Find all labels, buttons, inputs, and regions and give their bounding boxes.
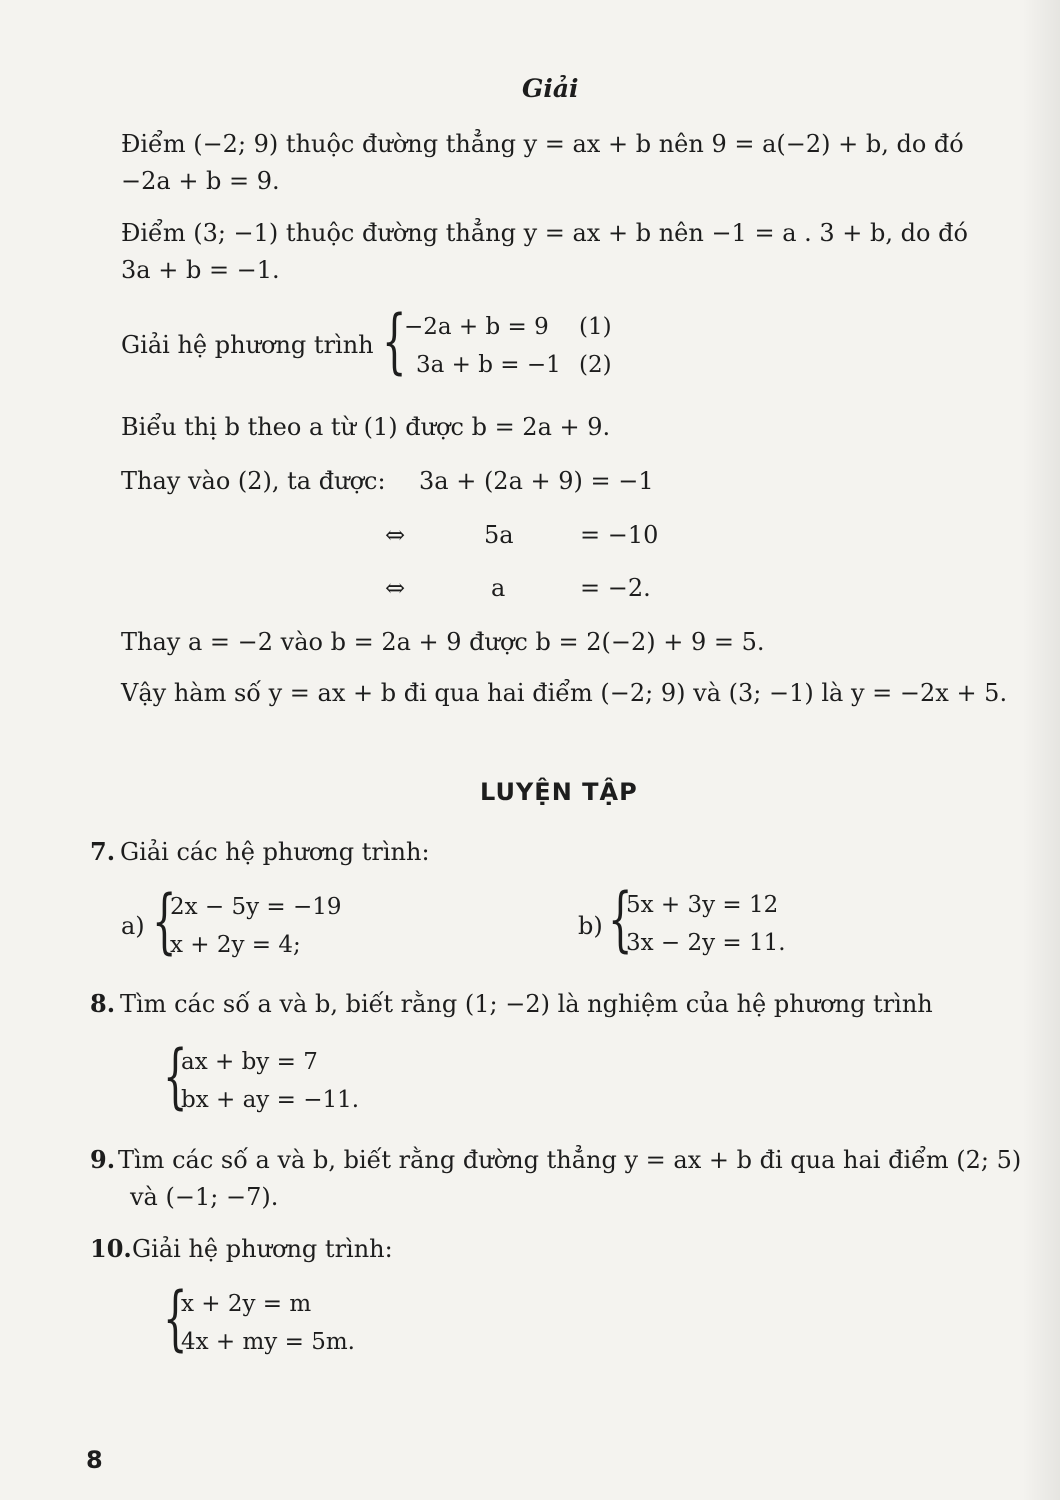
exercise-7b-equation-2: 3x − 2y = 11. [626, 930, 786, 956]
page-number: 8 [86, 1446, 103, 1474]
practice-title: LUYỆN TẬP [480, 778, 638, 806]
exercise-8-equation-2: bx + ay = −11. [181, 1087, 360, 1113]
exercise-10-number: 10. [90, 1234, 132, 1263]
system-equation-2-tag: (2) [579, 352, 612, 378]
paragraph-2-line-1: Điểm (3; −1) thuộc đường thẳng y = ax + b nên −1 = a . 3 + b, do đó [121, 219, 968, 247]
system-equation-1-tag: (1) [579, 314, 612, 340]
paragraph-1-line-2: −2a + b = 9. [121, 167, 280, 195]
exercise-10-equation-2: 4x + my = 5m. [181, 1329, 355, 1355]
system-equation-1: −2a + b = 9 [404, 314, 549, 340]
exercise-8-equation-1: ax + by = 7 [181, 1049, 318, 1075]
exercise-9-text-line-1: Tìm các số a và b, biết rằng đường thẳng y = ax + b đi qua hai điểm (2; 5) [118, 1146, 1022, 1174]
paragraph-2-line-2: 3a + b = −1. [121, 256, 280, 284]
exercise-7b-label: b) [578, 912, 603, 940]
exercise-8-brace: { [163, 1035, 188, 1117]
exercise-10-equation-1: x + 2y = m [181, 1291, 312, 1317]
substitute-a-line: Thay a = −2 vào b = 2a + 9 được b = 2(−2) + 9 = 5. [121, 628, 765, 656]
exercise-7a-equation-1: 2x − 5y = −19 [170, 894, 342, 920]
exercise-7a-brace: { [152, 880, 177, 962]
express-b-line: Biểu thị b theo a từ (1) được b = 2a + 9. [121, 413, 611, 441]
conclusion-line: Vậy hàm số y = ax + b đi qua hai điểm (−2; 9) và (3; −1) là y = −2x + 5. [121, 679, 1008, 707]
exercise-7a-label: a) [121, 912, 145, 940]
exercise-9-number: 9. [90, 1145, 116, 1174]
step-2-left: 5a [484, 521, 514, 549]
exercise-7b-brace: { [608, 878, 633, 960]
exercise-8-number: 8. [90, 989, 116, 1018]
exercise-9-text-line-2: và (−1; −7). [130, 1183, 279, 1211]
step-3-left: a [491, 574, 506, 602]
exercise-10-text: Giải hệ phương trình: [132, 1235, 393, 1263]
paragraph-1-line-1: Điểm (−2; 9) thuộc đường thẳng y = ax + b nên 9 = a(−2) + b, do đó [121, 130, 964, 158]
exercise-7-text: Giải các hệ phương trình: [120, 838, 430, 866]
equivalence-symbol-1: ⇔ [385, 521, 406, 549]
page-edge-shadow [1022, 0, 1060, 1500]
equivalence-symbol-2: ⇔ [385, 574, 406, 602]
system-intro: Giải hệ phương trình [121, 331, 374, 359]
system-equation-2: 3a + b = −1 [416, 352, 561, 378]
step-3-right: = −2. [580, 574, 651, 602]
solution-heading: Giải [522, 74, 579, 103]
exercise-8-text: Tìm các số a và b, biết rằng (1; −2) là nghiệm của hệ phương trình [120, 990, 933, 1018]
system-brace: { [382, 300, 407, 382]
step-2-right: = −10 [580, 521, 659, 549]
step-1: 3a + (2a + 9) = −1 [419, 467, 654, 495]
exercise-7-number: 7. [90, 837, 116, 866]
substitute-intro: Thay vào (2), ta được: [121, 467, 386, 495]
exercise-7b-equation-1: 5x + 3y = 12 [626, 892, 779, 918]
exercise-7a-equation-2: x + 2y = 4; [170, 932, 301, 958]
exercise-10-brace: { [163, 1277, 188, 1359]
